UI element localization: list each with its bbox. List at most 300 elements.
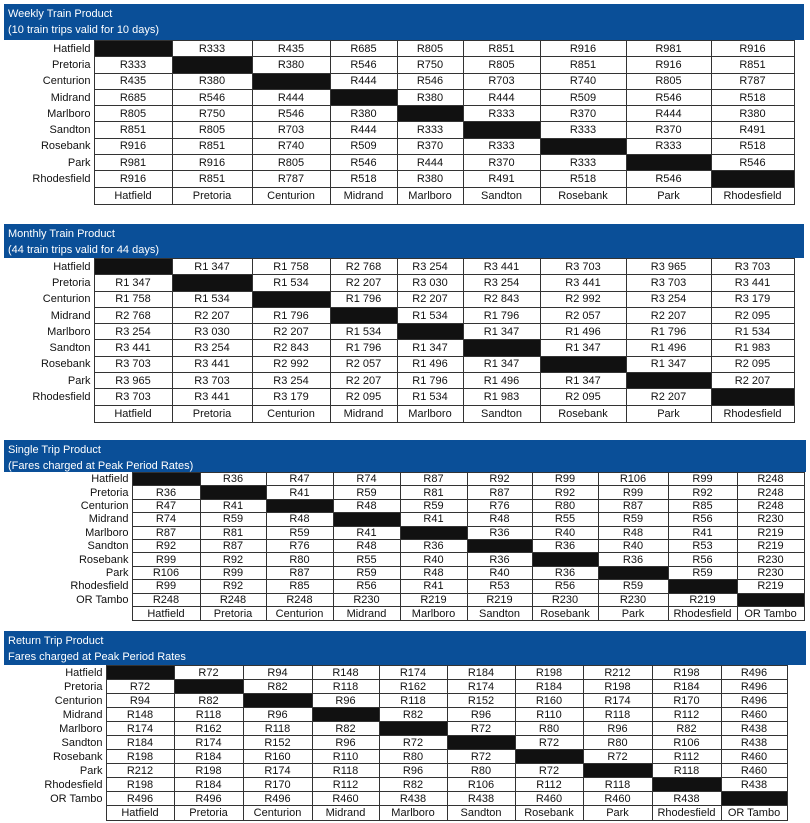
column-station-label: Pretoria	[174, 806, 243, 821]
fare-cell: R333	[94, 57, 172, 73]
diagonal-cell	[626, 373, 711, 389]
fare-cell: R1 758	[252, 259, 330, 275]
section-title: Single Trip Product	[8, 444, 101, 456]
diagonal-cell	[626, 155, 711, 171]
fare-cell: R1 796	[626, 324, 711, 340]
diagonal-cell	[400, 526, 467, 539]
fare-cell: R546	[172, 89, 252, 105]
fare-row	[4, 122, 794, 138]
fare-cell: R805	[397, 41, 463, 57]
fare-cell: R59	[598, 513, 668, 526]
fare-cell: R36	[200, 473, 266, 486]
fare-cell: R1 347	[540, 340, 626, 356]
fare-cell: R174	[583, 694, 652, 708]
fare-cell: R198	[106, 778, 174, 792]
diagonal-cell	[330, 89, 397, 105]
fare-cell: R3 179	[711, 291, 794, 307]
fare-cell: R230	[333, 593, 400, 606]
fare-cell: R370	[397, 138, 463, 154]
column-station-label: Park	[626, 187, 711, 204]
fare-cell: R118	[243, 722, 312, 736]
fare-cell: R916	[172, 155, 252, 171]
fare-section	[4, 631, 806, 819]
fare-cell: R916	[94, 138, 172, 154]
fare-cell: R444	[330, 122, 397, 138]
fare-cell: R85	[266, 580, 333, 593]
fare-cell: R230	[598, 593, 668, 606]
fare-cell: R444	[626, 106, 711, 122]
fare-cell: R248	[737, 486, 804, 499]
fare-cell: R118	[312, 680, 379, 694]
row-station-label: Rosebank	[4, 356, 94, 372]
fare-cell: R491	[463, 171, 540, 187]
fare-cell: R92	[132, 539, 200, 552]
fare-cell: R2 992	[252, 356, 330, 372]
fare-row	[4, 666, 787, 680]
fare-cell: R174	[243, 764, 312, 778]
fare-cell: R2 057	[330, 356, 397, 372]
fare-cell: R148	[106, 708, 174, 722]
diagonal-cell	[515, 750, 583, 764]
fare-cell: R94	[243, 666, 312, 680]
column-header-row	[4, 606, 804, 620]
fare-cell: R805	[626, 73, 711, 89]
fare-cell: R87	[132, 526, 200, 539]
fare-cell: R3 441	[172, 356, 252, 372]
fare-cell: R80	[379, 750, 447, 764]
column-station-label: Midrand	[312, 806, 379, 821]
fare-cell: R438	[447, 792, 515, 806]
fare-cell: R1 496	[463, 373, 540, 389]
fare-cell: R82	[652, 722, 721, 736]
column-station-label: OR Tambo	[721, 806, 787, 821]
fare-cell: R40	[467, 566, 532, 579]
fare-cell: R59	[400, 499, 467, 512]
fare-cell: R41	[266, 486, 333, 499]
fare-cell: R1 534	[330, 324, 397, 340]
fare-cell: R48	[266, 513, 333, 526]
fare-cell: R162	[379, 680, 447, 694]
fare-cell: R370	[626, 122, 711, 138]
fare-cell: R3 703	[540, 259, 626, 275]
fare-cell: R2 207	[252, 324, 330, 340]
fare-cell: R2 057	[540, 307, 626, 323]
column-station-label: Centurion	[243, 806, 312, 821]
fare-cell: R80	[583, 736, 652, 750]
column-station-label: Rhodesfield	[711, 405, 794, 422]
fare-cell: R1 796	[330, 291, 397, 307]
column-station-label: Sandton	[463, 405, 540, 422]
fare-cell: R444	[330, 73, 397, 89]
fare-cell: R59	[598, 580, 668, 593]
fare-row	[4, 389, 794, 405]
fare-cell: R509	[330, 138, 397, 154]
fare-row	[4, 722, 787, 736]
row-station-label: OR Tambo	[4, 792, 106, 806]
fare-cell: R92	[532, 486, 598, 499]
row-station-label: Rhodesfield	[4, 389, 94, 405]
fare-cell: R3 441	[172, 389, 252, 405]
fare-row	[4, 155, 794, 171]
row-station-label: Centurion	[4, 291, 94, 307]
fare-cell: R333	[397, 122, 463, 138]
fare-cell: R48	[400, 566, 467, 579]
fare-matrix	[4, 665, 788, 821]
fare-cell: R435	[94, 73, 172, 89]
fare-cell: R152	[243, 736, 312, 750]
diagonal-cell	[397, 324, 463, 340]
diagonal-cell	[652, 778, 721, 792]
fare-cell: R3 254	[172, 340, 252, 356]
diagonal-cell	[721, 792, 787, 806]
fare-cell: R546	[711, 155, 794, 171]
diagonal-cell	[132, 473, 200, 486]
fare-row	[4, 694, 787, 708]
fare-row	[4, 291, 794, 307]
fare-cell: R219	[668, 593, 737, 606]
fare-cell: R59	[333, 566, 400, 579]
fare-cell: R74	[132, 513, 200, 526]
fare-cell: R99	[132, 580, 200, 593]
fare-cell: R99	[200, 566, 266, 579]
row-station-label: Rhodesfield	[4, 580, 132, 593]
diagonal-cell	[174, 680, 243, 694]
column-station-label: Sandton	[447, 806, 515, 821]
fare-row	[4, 89, 794, 105]
fare-row	[4, 307, 794, 323]
diagonal-cell	[266, 499, 333, 512]
fare-cell: R3 441	[463, 259, 540, 275]
fare-cell: R99	[598, 486, 668, 499]
fare-cell: R184	[174, 778, 243, 792]
fare-cell: R81	[400, 486, 467, 499]
fare-cell: R59	[668, 566, 737, 579]
row-station-label: Marlboro	[4, 324, 94, 340]
fare-cell: R546	[330, 57, 397, 73]
fare-cell: R518	[540, 171, 626, 187]
fare-cell: R219	[737, 526, 804, 539]
fare-cell: R56	[668, 553, 737, 566]
column-header-row	[4, 187, 794, 204]
section-header	[4, 440, 806, 472]
row-station-label: Rosebank	[4, 750, 106, 764]
fare-cell: R36	[467, 526, 532, 539]
fare-cell: R248	[200, 593, 266, 606]
fare-cell: R916	[94, 171, 172, 187]
fare-cell: R198	[583, 680, 652, 694]
fare-cell: R112	[312, 778, 379, 792]
row-station-label: Park	[4, 764, 106, 778]
fare-matrix	[4, 258, 795, 423]
column-station-label: OR Tambo	[737, 606, 804, 620]
fare-cell: R76	[467, 499, 532, 512]
fare-cell: R333	[463, 138, 540, 154]
fare-cell: R82	[243, 680, 312, 694]
column-station-label: Midrand	[330, 405, 397, 422]
fare-cell: R96	[243, 708, 312, 722]
fare-cell: R1 796	[463, 307, 540, 323]
fare-row	[4, 580, 804, 593]
fare-cell: R174	[174, 736, 243, 750]
fare-cell: R438	[721, 778, 787, 792]
fare-cell: R85	[668, 499, 737, 512]
fare-cell: R438	[721, 736, 787, 750]
fare-cell: R787	[252, 171, 330, 187]
fare-cell: R59	[266, 526, 333, 539]
fare-cell: R72	[583, 750, 652, 764]
row-station-label: Marlboro	[4, 722, 106, 736]
row-station-label: Sandton	[4, 340, 94, 356]
fare-row	[4, 57, 794, 73]
fare-cell: R87	[266, 566, 333, 579]
diagonal-cell	[106, 666, 174, 680]
fare-cell: R118	[652, 764, 721, 778]
fare-cell: R92	[200, 553, 266, 566]
fare-cell: R805	[172, 122, 252, 138]
fare-cell: R1 796	[397, 373, 463, 389]
column-station-label: Park	[626, 405, 711, 422]
fare-cell: R1 534	[397, 389, 463, 405]
column-station-label: Hatfield	[94, 405, 172, 422]
fare-cell: R3 254	[626, 291, 711, 307]
row-station-label: Centurion	[4, 499, 132, 512]
fare-cell: R219	[400, 593, 467, 606]
row-station-label: Sandton	[4, 122, 94, 138]
fare-cell: R59	[200, 513, 266, 526]
fare-row	[4, 736, 787, 750]
fare-cell: R460	[312, 792, 379, 806]
diagonal-cell	[598, 566, 668, 579]
fare-cell: R518	[711, 89, 794, 105]
fare-row	[4, 513, 804, 526]
row-station-label: Park	[4, 155, 94, 171]
fare-cell: R3 965	[626, 259, 711, 275]
row-station-label: Hatfield	[4, 473, 132, 486]
fare-cell: R546	[626, 89, 711, 105]
corner-cell	[4, 187, 94, 204]
fare-row	[4, 41, 794, 57]
column-station-label: Centurion	[266, 606, 333, 620]
fare-cell: R162	[174, 722, 243, 736]
fare-row	[4, 680, 787, 694]
fare-cell: R198	[652, 666, 721, 680]
column-station-label: Rosebank	[540, 187, 626, 204]
fare-cell: R1 347	[463, 324, 540, 340]
fare-cell: R96	[447, 708, 515, 722]
section-title: Weekly Train Product	[8, 8, 113, 20]
fare-cell: R3 254	[252, 373, 330, 389]
fare-cell: R2 095	[711, 356, 794, 372]
fare-cell: R118	[379, 694, 447, 708]
fare-cell: R55	[333, 553, 400, 566]
fare-cell: R3 179	[252, 389, 330, 405]
fare-cell: R41	[200, 499, 266, 512]
fare-cell: R48	[333, 499, 400, 512]
fare-cell: R851	[94, 122, 172, 138]
row-station-label: Midrand	[4, 708, 106, 722]
fare-row	[4, 778, 787, 792]
fare-cell: R106	[652, 736, 721, 750]
fare-cell: R82	[379, 708, 447, 722]
diagonal-cell	[463, 340, 540, 356]
diagonal-cell	[711, 171, 794, 187]
fare-cell: R370	[540, 106, 626, 122]
fare-cell: R48	[598, 526, 668, 539]
fare-cell: R1 796	[252, 307, 330, 323]
fare-cell: R72	[174, 666, 243, 680]
column-station-label: Hatfield	[132, 606, 200, 620]
section-subtitle: (44 train trips valid for 44 days)	[8, 244, 160, 256]
fare-cell: R805	[94, 106, 172, 122]
fare-cell: R41	[668, 526, 737, 539]
fare-cell: R787	[711, 73, 794, 89]
fare-cell: R1 347	[94, 275, 172, 291]
fare-cell: R80	[447, 764, 515, 778]
fare-cell: R1 534	[397, 307, 463, 323]
section-subtitle: Fares charged at Peak Period Rates	[8, 651, 186, 663]
diagonal-cell	[540, 138, 626, 154]
fare-cell: R981	[94, 155, 172, 171]
fare-row	[4, 340, 794, 356]
fare-cell: R3 965	[94, 373, 172, 389]
fare-cell: R703	[463, 73, 540, 89]
fare-cell: R36	[532, 566, 598, 579]
fare-cell: R2 768	[330, 259, 397, 275]
fare-cell: R380	[397, 171, 463, 187]
fare-cell: R36	[598, 553, 668, 566]
fare-row	[4, 792, 787, 806]
column-station-label: Sandton	[467, 606, 532, 620]
fare-cell: R96	[583, 722, 652, 736]
diagonal-cell	[668, 580, 737, 593]
corner-cell	[4, 405, 94, 422]
fare-cell: R3 703	[94, 389, 172, 405]
fare-cell: R230	[737, 513, 804, 526]
fare-cell: R81	[200, 526, 266, 539]
row-station-label: Park	[4, 373, 94, 389]
fare-cell: R40	[598, 539, 668, 552]
row-station-label: Marlboro	[4, 526, 132, 539]
fare-cell: R112	[652, 750, 721, 764]
fare-row	[4, 171, 794, 187]
column-station-label: Midrand	[330, 187, 397, 204]
diagonal-cell	[172, 57, 252, 73]
fare-cell: R1 347	[172, 259, 252, 275]
fare-cell: R74	[333, 473, 400, 486]
fare-cell: R230	[737, 553, 804, 566]
fare-cell: R160	[515, 694, 583, 708]
corner-cell	[4, 806, 106, 821]
fare-cell: R92	[668, 486, 737, 499]
fare-cell: R198	[174, 764, 243, 778]
fare-cell: R198	[515, 666, 583, 680]
fare-cell: R496	[721, 680, 787, 694]
fare-cell: R99	[532, 473, 598, 486]
fare-cell: R2 843	[463, 291, 540, 307]
diagonal-cell	[467, 539, 532, 552]
fare-cell: R82	[379, 778, 447, 792]
fare-cell: R106	[132, 566, 200, 579]
column-station-label: Rosebank	[515, 806, 583, 821]
fare-cell: R3 030	[172, 324, 252, 340]
fare-cell: R36	[532, 539, 598, 552]
fare-cell: R546	[397, 73, 463, 89]
fare-cell: R750	[397, 57, 463, 73]
fare-cell: R72	[447, 722, 515, 736]
fare-cell: R41	[333, 526, 400, 539]
fare-cell: R47	[132, 499, 200, 512]
fare-section	[4, 4, 804, 202]
fare-cell: R851	[172, 138, 252, 154]
fare-cell: R184	[106, 736, 174, 750]
fare-cell: R509	[540, 89, 626, 105]
fare-cell: R3 441	[540, 275, 626, 291]
diagonal-cell	[583, 764, 652, 778]
fare-cell: R496	[721, 666, 787, 680]
fare-row	[4, 138, 794, 154]
fare-row	[4, 356, 794, 372]
fare-cell: R460	[721, 764, 787, 778]
fare-cell: R2 095	[540, 389, 626, 405]
fare-cell: R40	[532, 526, 598, 539]
fare-cell: R333	[540, 155, 626, 171]
column-station-label: Marlboro	[397, 405, 463, 422]
fare-cell: R3 030	[397, 275, 463, 291]
fare-cell: R72	[379, 736, 447, 750]
fare-row	[4, 764, 787, 778]
fare-cell: R53	[467, 580, 532, 593]
fare-cell: R546	[330, 155, 397, 171]
fare-row	[4, 373, 794, 389]
fare-cell: R460	[721, 750, 787, 764]
fare-row	[4, 593, 804, 606]
fare-row	[4, 499, 804, 512]
diagonal-cell	[94, 41, 172, 57]
row-station-label: Park	[4, 566, 132, 579]
fare-cell: R184	[515, 680, 583, 694]
fare-cell: R80	[532, 499, 598, 512]
fare-cell: R380	[397, 89, 463, 105]
fare-cell: R80	[266, 553, 333, 566]
fare-cell: R496	[106, 792, 174, 806]
diagonal-cell	[252, 73, 330, 89]
fare-cell: R750	[172, 106, 252, 122]
fare-cell: R87	[467, 486, 532, 499]
fare-cell: R184	[652, 680, 721, 694]
fare-cell: R152	[447, 694, 515, 708]
fare-cell: R916	[711, 41, 794, 57]
row-station-label: Midrand	[4, 307, 94, 323]
fare-cell: R248	[132, 593, 200, 606]
fare-row	[4, 566, 804, 579]
fare-cell: R41	[400, 580, 467, 593]
fare-cell: R3 703	[172, 373, 252, 389]
fare-matrix	[4, 40, 795, 205]
diagonal-cell	[312, 708, 379, 722]
fare-cell: R380	[330, 106, 397, 122]
diagonal-cell	[540, 356, 626, 372]
row-station-label: Sandton	[4, 736, 106, 750]
column-station-label: Hatfield	[94, 187, 172, 204]
diagonal-cell	[200, 486, 266, 499]
fare-cell: R370	[463, 155, 540, 171]
row-station-label: Centurion	[4, 694, 106, 708]
fare-cell: R248	[737, 473, 804, 486]
fare-cell: R518	[330, 171, 397, 187]
fare-cell: R333	[626, 138, 711, 154]
fare-cell: R438	[379, 792, 447, 806]
fare-cell: R248	[737, 499, 804, 512]
